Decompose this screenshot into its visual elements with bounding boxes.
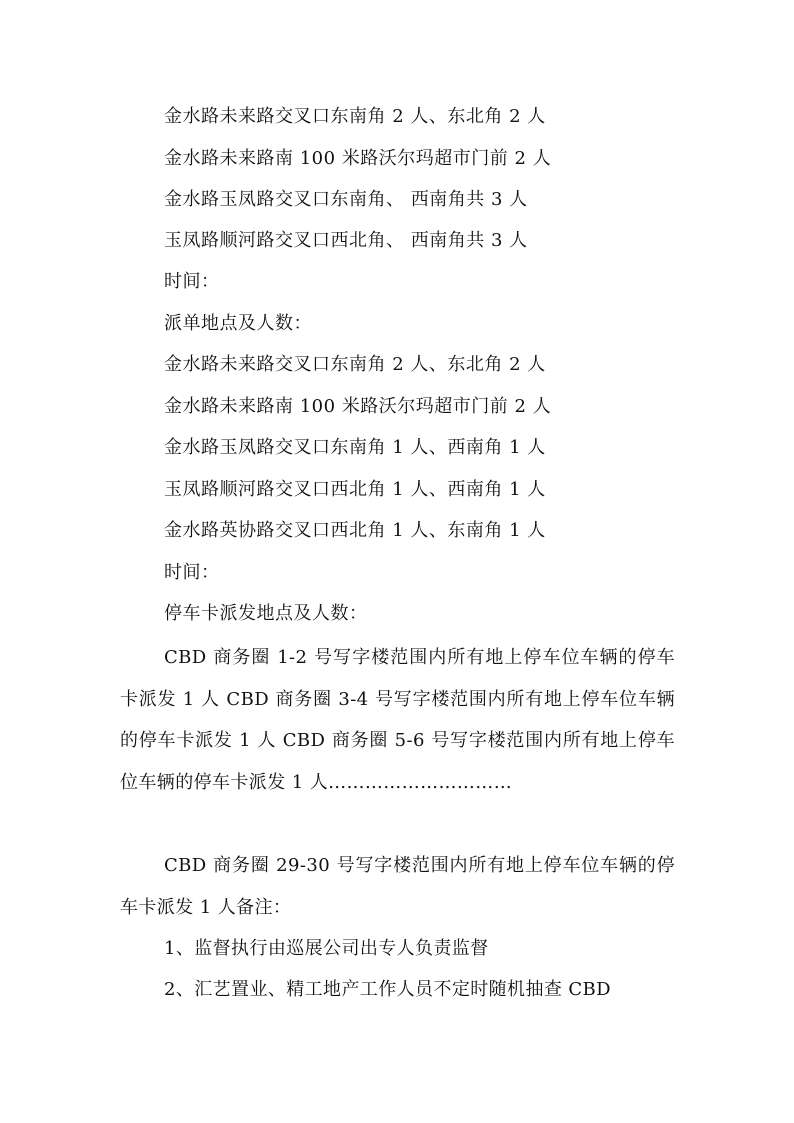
- text-line-9: 金水路玉凤路交叉口东南角 1 人、西南角 1 人: [164, 437, 546, 458]
- text-line-4: 玉凤路顺河路交叉口西北角、 西南角共 3 人: [164, 230, 528, 251]
- section-heading-flyers: 派单地点及人数：: [164, 313, 312, 334]
- paragraph-parking-cards-1: CBD 商务圈 1-2 号写字楼范围内所有地上停车位车辆的停车卡派发 1 人 CBD 商务圈 3-4 号写字楼范围内所有地上停车位车辆的停车卡派发 1 人 CBD 商务圈 5-6 号写字楼范围内所有地上停车位车辆的停车卡派发 1 人…………………………: [120, 647, 675, 793]
- note-item-1: 1、监督执行由巡展公司出专人负责监督: [164, 938, 489, 959]
- paragraph-parking-cards-2: CBD 商务圈 29-30 号写字楼范围内所有地上停车位车辆的停车卡派发 1 人备注：: [120, 855, 675, 918]
- text-line-1: 金水路未来路交叉口东南角 2 人、东北角 2 人: [164, 106, 546, 127]
- text-line-3: 金水路玉凤路交叉口东南角、 西南角共 3 人: [164, 189, 528, 210]
- text-line-2: 金水路未来路南 100 米路沃尔玛超市门前 2 人: [164, 148, 552, 169]
- text-line-7: 金水路未来路交叉口东南角 2 人、东北角 2 人: [164, 354, 546, 375]
- text-line-11: 金水路英协路交叉口西北角 1 人、东南角 1 人: [164, 520, 546, 541]
- section-heading-parking-cards: 停车卡派发地点及人数：: [164, 603, 368, 624]
- time-label-1: 时间：: [164, 271, 220, 292]
- time-label-2: 时间：: [164, 562, 220, 583]
- note-item-2: 2、汇艺置业、精工地产工作人员不定时随机抽查 CBD: [164, 979, 612, 1000]
- text-line-10: 玉凤路顺河路交叉口西北角 1 人、西南角 1 人: [164, 479, 546, 500]
- text-line-8: 金水路未来路南 100 米路沃尔玛超市门前 2 人: [164, 396, 552, 417]
